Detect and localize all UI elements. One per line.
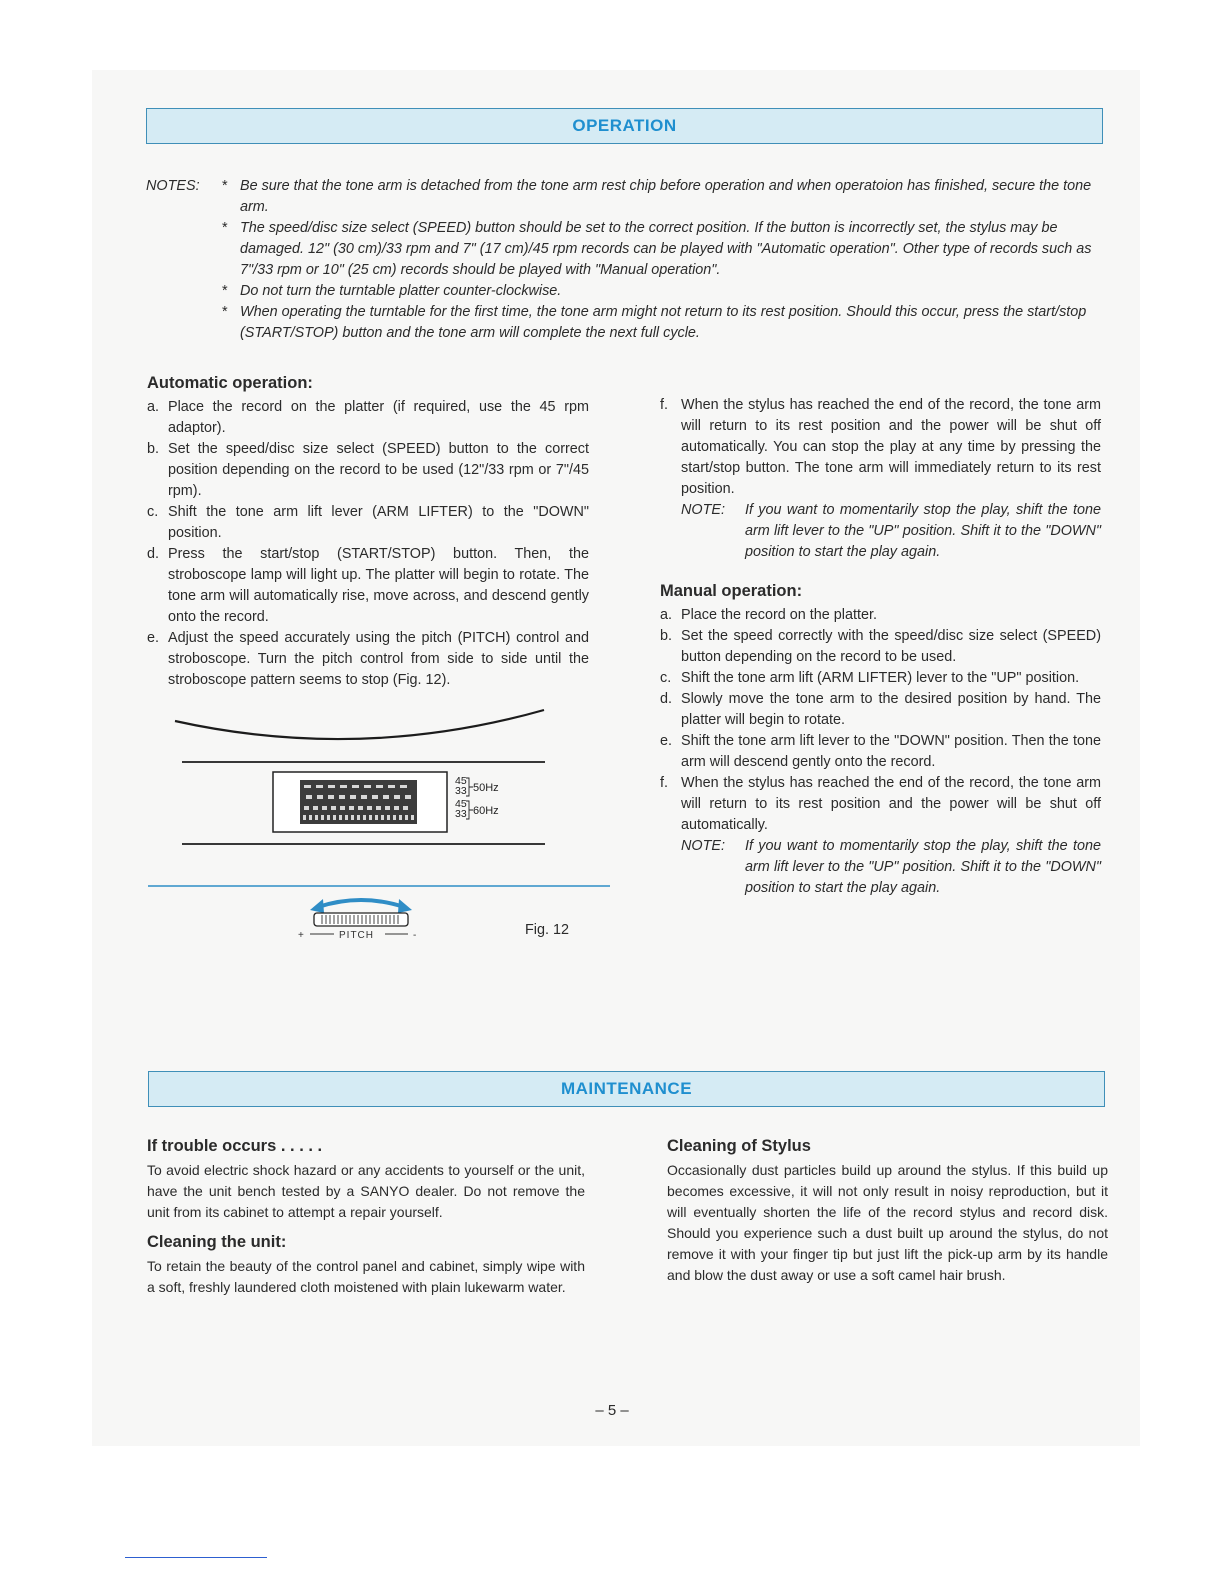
step-letter: b. <box>147 441 160 457</box>
speed-label-50-top: 45 <box>455 775 467 787</box>
footer-rule <box>125 1557 267 1558</box>
step-text: Shift the tone arm lift lever to the "DOWN" position. Then the tone arm will descend gently onto the record. <box>681 733 1101 770</box>
note-text: If you want to momentarily stop the play, shift the tone arm lift lever to the "UP" position. Shift it to the "DOWN" position to start the play again. <box>745 502 1101 560</box>
step-letter: f. <box>660 397 668 413</box>
manual-steps-list <box>660 605 1101 836</box>
step-item <box>660 605 1101 626</box>
step-text: Shift the tone arm lift lever (ARM LIFTER) to the "DOWN" position. <box>168 504 589 541</box>
figure-caption: Fig. 12 <box>525 922 569 938</box>
step-item <box>660 731 1101 773</box>
speed-label-60-top: 45 <box>455 798 467 810</box>
manual-note <box>660 836 1101 899</box>
automatic-note <box>660 500 1101 563</box>
step-item <box>660 395 1101 500</box>
pitch-plus-label: + <box>298 930 304 941</box>
step-letter: f. <box>660 775 668 791</box>
step-text: When the stylus has reached the end of the record, the tone arm will return to its rest position and the power will be shut off automatically. You can stop the play at any time by pressing the start/stop button. The tone arm will immediately return to its rest position. <box>681 397 1101 497</box>
step-item <box>660 668 1101 689</box>
note-label: NOTE: <box>681 838 725 854</box>
cleaning-unit-text: To retain the beauty of the control panel and cabinet, simply wipe with a soft, freshly laundered cloth moistened with plain lukewarm water. <box>147 1258 585 1295</box>
pitch-label: PITCH <box>339 930 374 941</box>
step-letter: a. <box>660 607 673 623</box>
note-label: NOTE: <box>681 502 725 518</box>
step-item <box>147 628 589 691</box>
step-item <box>660 773 1101 836</box>
manual-operation-section <box>660 582 1101 899</box>
fig-12-illustration <box>140 700 620 950</box>
operation-title: OPERATION <box>572 116 677 135</box>
maintenance-title: MAINTENANCE <box>560 1079 693 1098</box>
platter-edge-curve <box>175 710 544 739</box>
note-item: * Be sure that the tone arm is detached from the tone arm rest chip before operation and when operatoion has finished, secure the tone arm. <box>240 176 1106 218</box>
stylus-cleaning-heading: Cleaning of Stylus <box>667 1137 811 1155</box>
step-text: Shift the tone arm lift (ARM LIFTER) lever to the "UP" position. <box>681 670 1080 686</box>
pitch-rotation-arrow <box>318 900 404 907</box>
operation-banner <box>146 108 1103 144</box>
step-item <box>147 397 589 439</box>
automatic-operation-heading: Automatic operation: <box>147 374 313 392</box>
step-text: Adjust the speed accurately using the pitch (PITCH) control and stroboscope. Turn the pitch control from side to side until the stroboscope pattern seems to stop (Fig. 12). <box>168 630 589 688</box>
step-letter: e. <box>660 733 673 749</box>
maintenance-left-column <box>147 1137 585 1298</box>
bracket-60hz <box>466 801 473 819</box>
step-letter: c. <box>147 504 159 520</box>
step-item <box>660 626 1101 668</box>
step-text: Press the start/stop (START/STOP) button. Then, the stroboscope lamp will light up. The platter will begin to rotate. The tone arm will automatically rise, move across, and descend gently onto the record. <box>168 546 589 625</box>
hz-label-50: 50Hz <box>473 782 499 794</box>
automatic-operation-continued <box>660 395 1101 563</box>
notes-label: NOTES: <box>146 178 200 194</box>
step-letter: b. <box>660 628 673 644</box>
step-letter: d. <box>147 546 160 562</box>
step-letter: a. <box>147 399 160 415</box>
trouble-text: To avoid electric shock hazard or any accidents to yourself or the unit, have the unit bench tested by a SANYO dealer. Do not remove the unit from its cabinet to attempt a repair yourself. <box>147 1162 585 1220</box>
step-letter: d. <box>660 691 673 707</box>
notes-block <box>146 176 1106 344</box>
automatic-operation-section <box>147 374 589 691</box>
arrow-head-left <box>310 899 324 913</box>
manual-operation-heading: Manual operation: <box>660 582 803 600</box>
speed-label-50-bottom: 33 <box>455 785 467 797</box>
cleaning-unit-heading: Cleaning the unit: <box>147 1233 287 1251</box>
stylus-cleaning-text: Occasionally dust particles build up around the stylus. If this build up becomes excessive, it will not only result in noisy reproduction, but it will eventually shorten the life of the record stylus and record disk. Should you experience such a dust built up around the stylus, do not remove it with your finger tip but just lift the pick-up arm by its handle and blow the dust away or use a soft camel hair brush. <box>667 1162 1108 1283</box>
note-item: * The speed/disc size select (SPEED) button should be set to the correct position. If the button is incorrectly set, the stylus may be damaged. 12" (30 cm)/33 rpm and 7" (17 cm)/45 rpm records can be played with "Automatic operation". Other type of records such as 7"/33 rpm or 10" (25 cm) records should be played with "Manual operation". <box>240 218 1106 281</box>
step-letter: e. <box>147 630 160 646</box>
step-text: When the stylus has reached the end of the record, the tone arm will return to its rest position and the power will be shut off automatically. <box>681 775 1101 833</box>
note-item: * When operating the turntable for the first time, the tone arm might not return to its rest position. Should this occur, press the start/stop (START/STOP) button and the tone arm will complete the next full cycle. <box>240 302 1106 344</box>
step-item <box>147 439 589 502</box>
step-text: Place the record on the platter (if required, use the 45 rpm adaptor). <box>168 399 589 436</box>
automatic-steps-list-continued <box>660 395 1101 500</box>
step-item <box>147 544 589 628</box>
arrow-head-right <box>398 899 412 913</box>
note-text: If you want to momentarily stop the play, shift the tone arm lift lever to the "UP" position. Shift it to the "DOWN" position to start the play again. <box>745 838 1101 896</box>
hz-label-60: 60Hz <box>473 805 499 817</box>
step-text: Set the speed correctly with the speed/disc size select (SPEED) button depending on the record to be used. <box>681 628 1101 665</box>
maintenance-right-column <box>667 1137 1108 1286</box>
page-number: – 5 – <box>595 1402 629 1419</box>
automatic-steps-list <box>147 397 589 691</box>
step-letter: c. <box>660 670 672 686</box>
step-item <box>660 689 1101 731</box>
step-item <box>147 502 589 544</box>
trouble-heading: If trouble occurs . . . . . <box>147 1137 323 1155</box>
step-text: Place the record on the platter. <box>681 607 877 623</box>
step-text: Slowly move the tone arm to the desired position by hand. The platter will begin to rotate. <box>681 691 1101 728</box>
speed-label-60-bottom: 33 <box>455 808 467 820</box>
note-item: * Do not turn the turntable platter counter-clockwise. <box>240 281 1106 302</box>
step-text: Set the speed/disc size select (SPEED) button to the correct position depending on the record to be used (12"/33 rpm or 7"/45 rpm). <box>168 441 589 499</box>
maintenance-banner <box>148 1071 1105 1107</box>
bracket-50hz <box>466 778 473 796</box>
pitch-minus-label: - <box>413 930 417 941</box>
notes-list <box>146 176 1106 344</box>
